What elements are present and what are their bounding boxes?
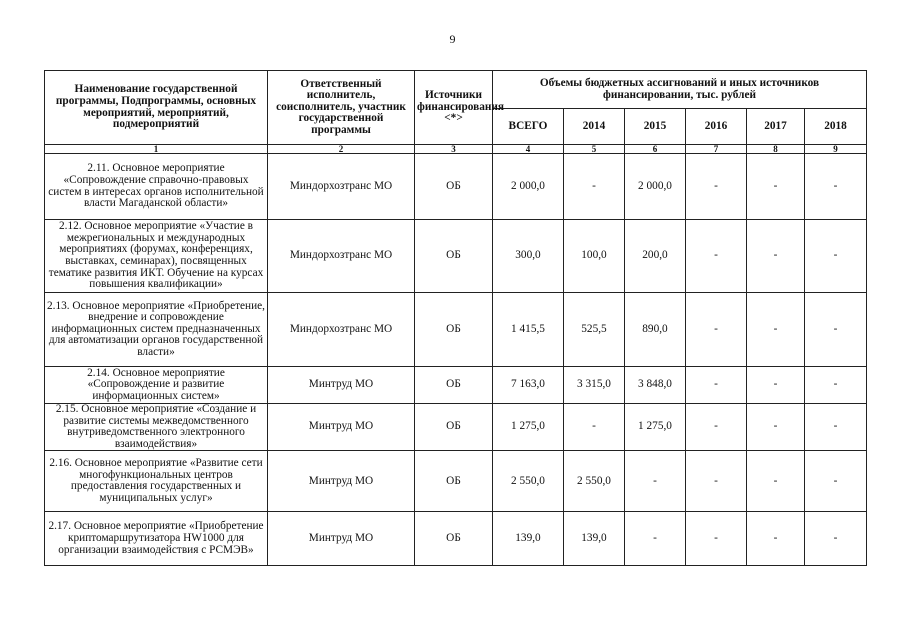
table-row	[45, 404, 867, 451]
row-name: 2.15. Основное мероприятие «Создание и развитие системы межведомственного внутриведомственного электронного взаимодействия»	[45, 404, 268, 451]
row-source: ОБ	[415, 293, 493, 367]
row-year-value: -	[747, 404, 805, 451]
row-year-value: 139,0	[564, 512, 625, 566]
row-executor: Минтруд МО	[268, 404, 415, 451]
row-year-value: -	[564, 404, 625, 451]
row-year-value: -	[686, 367, 747, 404]
row-executor: Минтруд МО	[268, 367, 415, 404]
column-numbers-row	[45, 145, 867, 154]
row-year-value: -	[805, 512, 867, 566]
header-total: ВСЕГО	[493, 109, 564, 145]
row-executor: Миндорхозтранс МО	[268, 293, 415, 367]
table-row	[45, 512, 867, 566]
row-name: 2.16. Основное мероприятие «Развитие сети многофункциональных центров предоставления государственных и муниципальных услуг»	[45, 451, 268, 512]
row-executor: Миндорхозтранс МО	[268, 154, 415, 220]
row-year-value: -	[625, 451, 686, 512]
row-year-value: -	[686, 154, 747, 220]
table-row	[45, 367, 867, 404]
row-executor: Минтруд МО	[268, 451, 415, 512]
row-name: 2.12. Основное мероприятие «Участие в межрегиональных и международных мероприятиях (форумах, конференциях, выставках, семинарах), посвященных тематике развития ИКТ. Обучение на курсах повышения квалификации»	[45, 220, 268, 293]
row-total: 1 415,5	[493, 293, 564, 367]
row-year-value: 890,0	[625, 293, 686, 367]
row-source: ОБ	[415, 367, 493, 404]
header-year: 2018	[805, 109, 867, 145]
column-number: 6	[625, 145, 686, 154]
table-row	[45, 220, 867, 293]
page-number: 9	[449, 32, 456, 46]
row-total: 139,0	[493, 512, 564, 566]
header-name: Наименование государственной программы, Подпрограммы, основных мероприятий, мероприятий, подмероприятий	[45, 71, 268, 145]
row-year-value: -	[686, 512, 747, 566]
row-year-value: 525,5	[564, 293, 625, 367]
header-year: 2017	[747, 109, 805, 145]
table-row	[45, 154, 867, 220]
row-year-value: 100,0	[564, 220, 625, 293]
row-source: ОБ	[415, 451, 493, 512]
row-total: 7 163,0	[493, 367, 564, 404]
row-year-value: -	[747, 451, 805, 512]
header-executor: Ответственный исполнитель, соисполнитель, участник государственной программы	[268, 71, 415, 145]
row-year-value: -	[805, 451, 867, 512]
column-number: 3	[415, 145, 493, 154]
row-total: 2 550,0	[493, 451, 564, 512]
row-year-value: 3 848,0	[625, 367, 686, 404]
column-number: 5	[564, 145, 625, 154]
row-source: ОБ	[415, 220, 493, 293]
row-year-value: -	[625, 512, 686, 566]
row-year-value: -	[747, 293, 805, 367]
row-source: ОБ	[415, 512, 493, 566]
row-total: 300,0	[493, 220, 564, 293]
row-year-value: -	[805, 293, 867, 367]
row-year-value: 2 000,0	[625, 154, 686, 220]
header-year: 2014	[564, 109, 625, 145]
row-year-value: 1 275,0	[625, 404, 686, 451]
row-year-value: -	[747, 220, 805, 293]
column-number: 7	[686, 145, 747, 154]
row-year-value: -	[805, 154, 867, 220]
row-name: 2.11. Основное мероприятие «Сопровождение справочно-правовых систем в интересах органов исполнительной власти Магаданской области»	[45, 154, 268, 220]
header-year: 2016	[686, 109, 747, 145]
row-source: ОБ	[415, 154, 493, 220]
column-number: 9	[805, 145, 867, 154]
header-volumes: Объемы бюджетных ассигнований и иных источников финансировании, тыс. рублей	[493, 71, 867, 109]
row-year-value: -	[686, 404, 747, 451]
table-row	[45, 293, 867, 367]
budget-table	[44, 70, 867, 566]
row-year-value: -	[686, 451, 747, 512]
row-year-value: 200,0	[625, 220, 686, 293]
row-total: 1 275,0	[493, 404, 564, 451]
table-row	[45, 451, 867, 512]
row-year-value: -	[805, 404, 867, 451]
row-year-value: -	[747, 367, 805, 404]
row-year-value: -	[564, 154, 625, 220]
header-source: Источники финансирования <*>	[415, 71, 493, 145]
column-number: 2	[268, 145, 415, 154]
row-executor: Минтруд МО	[268, 512, 415, 566]
row-year-value: -	[747, 512, 805, 566]
row-name: 2.17. Основное мероприятие «Приобретение криптомаршрутизатора HW1000 для организации взаимодействия с РСМЭВ»	[45, 512, 268, 566]
row-year-value: -	[805, 220, 867, 293]
row-source: ОБ	[415, 404, 493, 451]
row-name: 2.13. Основное мероприятие «Приобретение, внедрение и сопровождение информационных систем предназначенных для автоматизации органов государственной власти»	[45, 293, 268, 367]
column-number: 4	[493, 145, 564, 154]
row-year-value: 2 550,0	[564, 451, 625, 512]
row-year-value: -	[686, 293, 747, 367]
column-number: 8	[747, 145, 805, 154]
row-name: 2.14. Основное мероприятие «Сопровождение и развитие информационных систем»	[45, 367, 268, 404]
row-total: 2 000,0	[493, 154, 564, 220]
row-year-value: -	[805, 367, 867, 404]
column-number: 1	[45, 145, 268, 154]
row-year-value: -	[747, 154, 805, 220]
row-executor: Миндорхозтранс МО	[268, 220, 415, 293]
row-year-value: 3 315,0	[564, 367, 625, 404]
header-year: 2015	[625, 109, 686, 145]
row-year-value: -	[686, 220, 747, 293]
